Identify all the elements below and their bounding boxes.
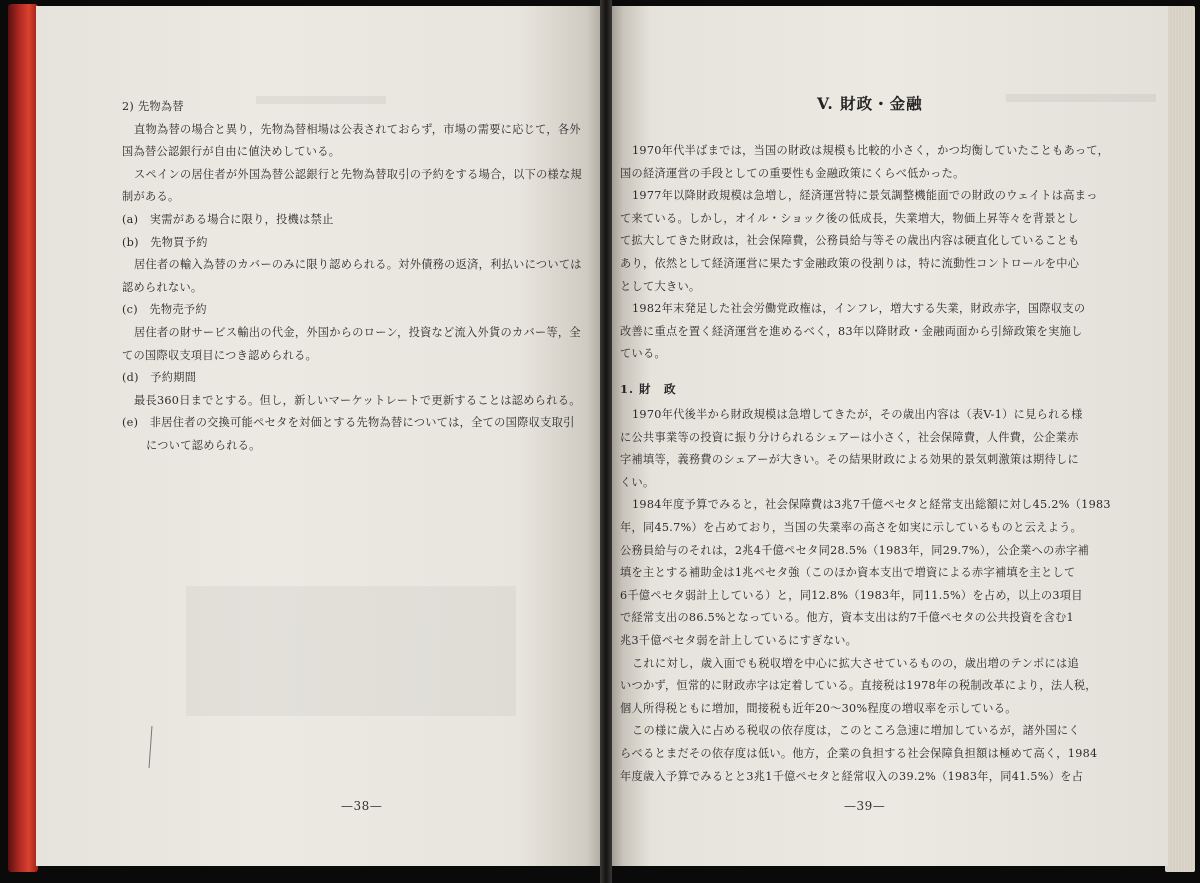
show-through-table <box>186 586 516 716</box>
text-line: 兆3千億ペセタ弱を計上しているにすぎない。 <box>620 633 858 647</box>
text-line: 国の経済運営の手段としての重要性も金融政策にくらべ低かった。 <box>620 166 965 180</box>
text-line: 制がある。 <box>122 190 180 204</box>
text-line: いつかず，恒常的に財政赤字は定着している。直接税は1978年の税制改革により，法人税， <box>620 679 1097 693</box>
right-page <box>606 6 1168 866</box>
text-line: 年，同45.7%）を占めており，当国の失業率の高さを如実に示しているものと云えよう。 <box>620 520 1083 534</box>
body-text-block <box>620 404 1111 788</box>
text-line: について認められる。 <box>146 438 261 452</box>
text-line: て拡大してきた財政は，社会保障費，公務員給与等その歳出内容は硬直化していることも <box>620 234 1080 248</box>
text-line: 最長360日までとする。但し，新しいマーケットレートで更新することは認められる。 <box>134 393 581 407</box>
left-text-block <box>122 96 582 458</box>
book-edge-left <box>8 4 38 872</box>
text-line: この様に歳入に占める税収の依存度は，このところ急速に増加しているが，諸外国にく <box>632 724 1081 738</box>
book-gutter <box>600 0 612 883</box>
text-line: らべるとまだその依存度は低い。他方，企業の負担する社会保障負担額は極めて高く，1984 <box>620 746 1098 760</box>
text-line: 公務員給与のそれは，2兆4千億ペセタ同28.5%（1983年，同29.7%），公企業への赤字補 <box>620 543 1090 557</box>
show-through-text <box>1006 94 1156 102</box>
text-line: 字補填等，義務費のシェアーが大きい。その結果財政による効果的景気刺激策は期待しに <box>620 453 1079 467</box>
text-line: 1970年代後半から財政規模は急増してきたが，その歳出内容は（表V-1）に見られる様 <box>632 408 1083 421</box>
pencil-mark <box>149 726 153 768</box>
book-edge-right <box>1165 6 1195 872</box>
text-line: 居住者の財サービス輸出の代金，外国からのローン，投資など流入外貨のカバー等，全 <box>134 325 581 339</box>
text-line: これに対し，歳入面でも税収増を中心に拡大させているものの，歳出増のテンポには追 <box>632 656 1080 670</box>
text-line: 認められない。 <box>122 280 203 294</box>
text-line: 6千億ペセタ弱計上している）と，同12.8%（1983年，同11.5%）を占め，以上の3項目 <box>620 588 1083 602</box>
text-line: 居住者の輸入為替のカバーのみに限り認められる。対外債務の返済，利払いについては <box>134 258 582 272</box>
list-item-d: (d) 予約期間 <box>122 371 197 385</box>
text-line: 1984年度予算でみると，社会保障費は3兆7千億ペセタと経常支出総額に対し45.2%（1983 <box>632 498 1111 512</box>
text-line: 1977年以降財政規模は急増し，経済運営特に景気調整機能面での財政のウェイトは高まっ <box>632 189 1098 203</box>
intro-text-block <box>620 140 1109 366</box>
text-line: 1970年代半ばまでは，当国の財政は規模も比較的小さく，かつ均衡していたこともあって， <box>632 144 1110 157</box>
text-line: ての国際収支項目につき認められる。 <box>122 348 318 362</box>
text-line: 年度歳入予算でみるとと3兆1千億ペセタと経常収入の39.2%（1983年，同41.5%）を占 <box>620 769 1084 783</box>
text-line: 国為替公認銀行が自由に値決めしている。 <box>122 145 341 159</box>
subsection-title: 1. 財 政 <box>620 382 677 396</box>
text-line: 直物為替の場合と異り，先物為替相場は公表されておらず，市場の需要に応じて，各外 <box>134 122 581 136</box>
list-item-b: (b) 先物買予約 <box>122 235 208 249</box>
left-heading: 2) 先物為替 <box>122 100 184 113</box>
left-page <box>36 6 604 866</box>
text-line: として大きい。 <box>620 279 701 293</box>
list-item-a: (a) 実需がある場合に限り，投機は禁止 <box>122 212 334 226</box>
text-line: に公共事業等の投資に振り分けられるシェアーは小さく，社会保障費，人件費，公企業赤 <box>620 430 1079 444</box>
text-line: 個人所得税ともに増加，間接税も近年20～30%程度の増収率を示している。 <box>620 701 1017 715</box>
text-line: スペインの居住者が外国為替公認銀行と先物為替取引の予約をする場合，以下の様な規 <box>134 167 583 181</box>
page-number: —39— <box>844 799 886 813</box>
text-line: 填を主とする補助金は1兆ペセタ強（このほか資本支出で増資による赤字補填を主として <box>620 566 1076 580</box>
text-line: 1982年末発足した社会労働党政権は，インフレ，増大する失業，財政赤字，国際収支の <box>632 302 1086 316</box>
page-number: —38— <box>341 799 383 813</box>
text-line: て来ている。しかし，オイル・ショック後の低成長，失業増大，物価上昇等々を背景とし <box>620 211 1079 225</box>
section-title: V. 財政・金融 <box>817 94 923 113</box>
list-item-e: (e) 非居住者の交換可能ペセタを対価とする先物為替については，全ての国際収支取引 <box>122 416 575 430</box>
text-line: あり，依然として経済運営に果たす金融政策の役割りは，特に流動性コントロールを中心 <box>620 256 1080 270</box>
list-item-c: (c) 先物売予約 <box>122 303 207 317</box>
text-line: ている。 <box>620 347 666 361</box>
text-line: くい。 <box>620 475 655 489</box>
text-line: で経常支出の86.5%となっている。他方，資本支出は約7千億ペセタの公共投資を含む1 <box>620 611 1074 625</box>
text-line: 改善に重点を置く経済運営を進めるべく，83年以降財政・金融両面から引締政策を実施し <box>620 324 1083 338</box>
